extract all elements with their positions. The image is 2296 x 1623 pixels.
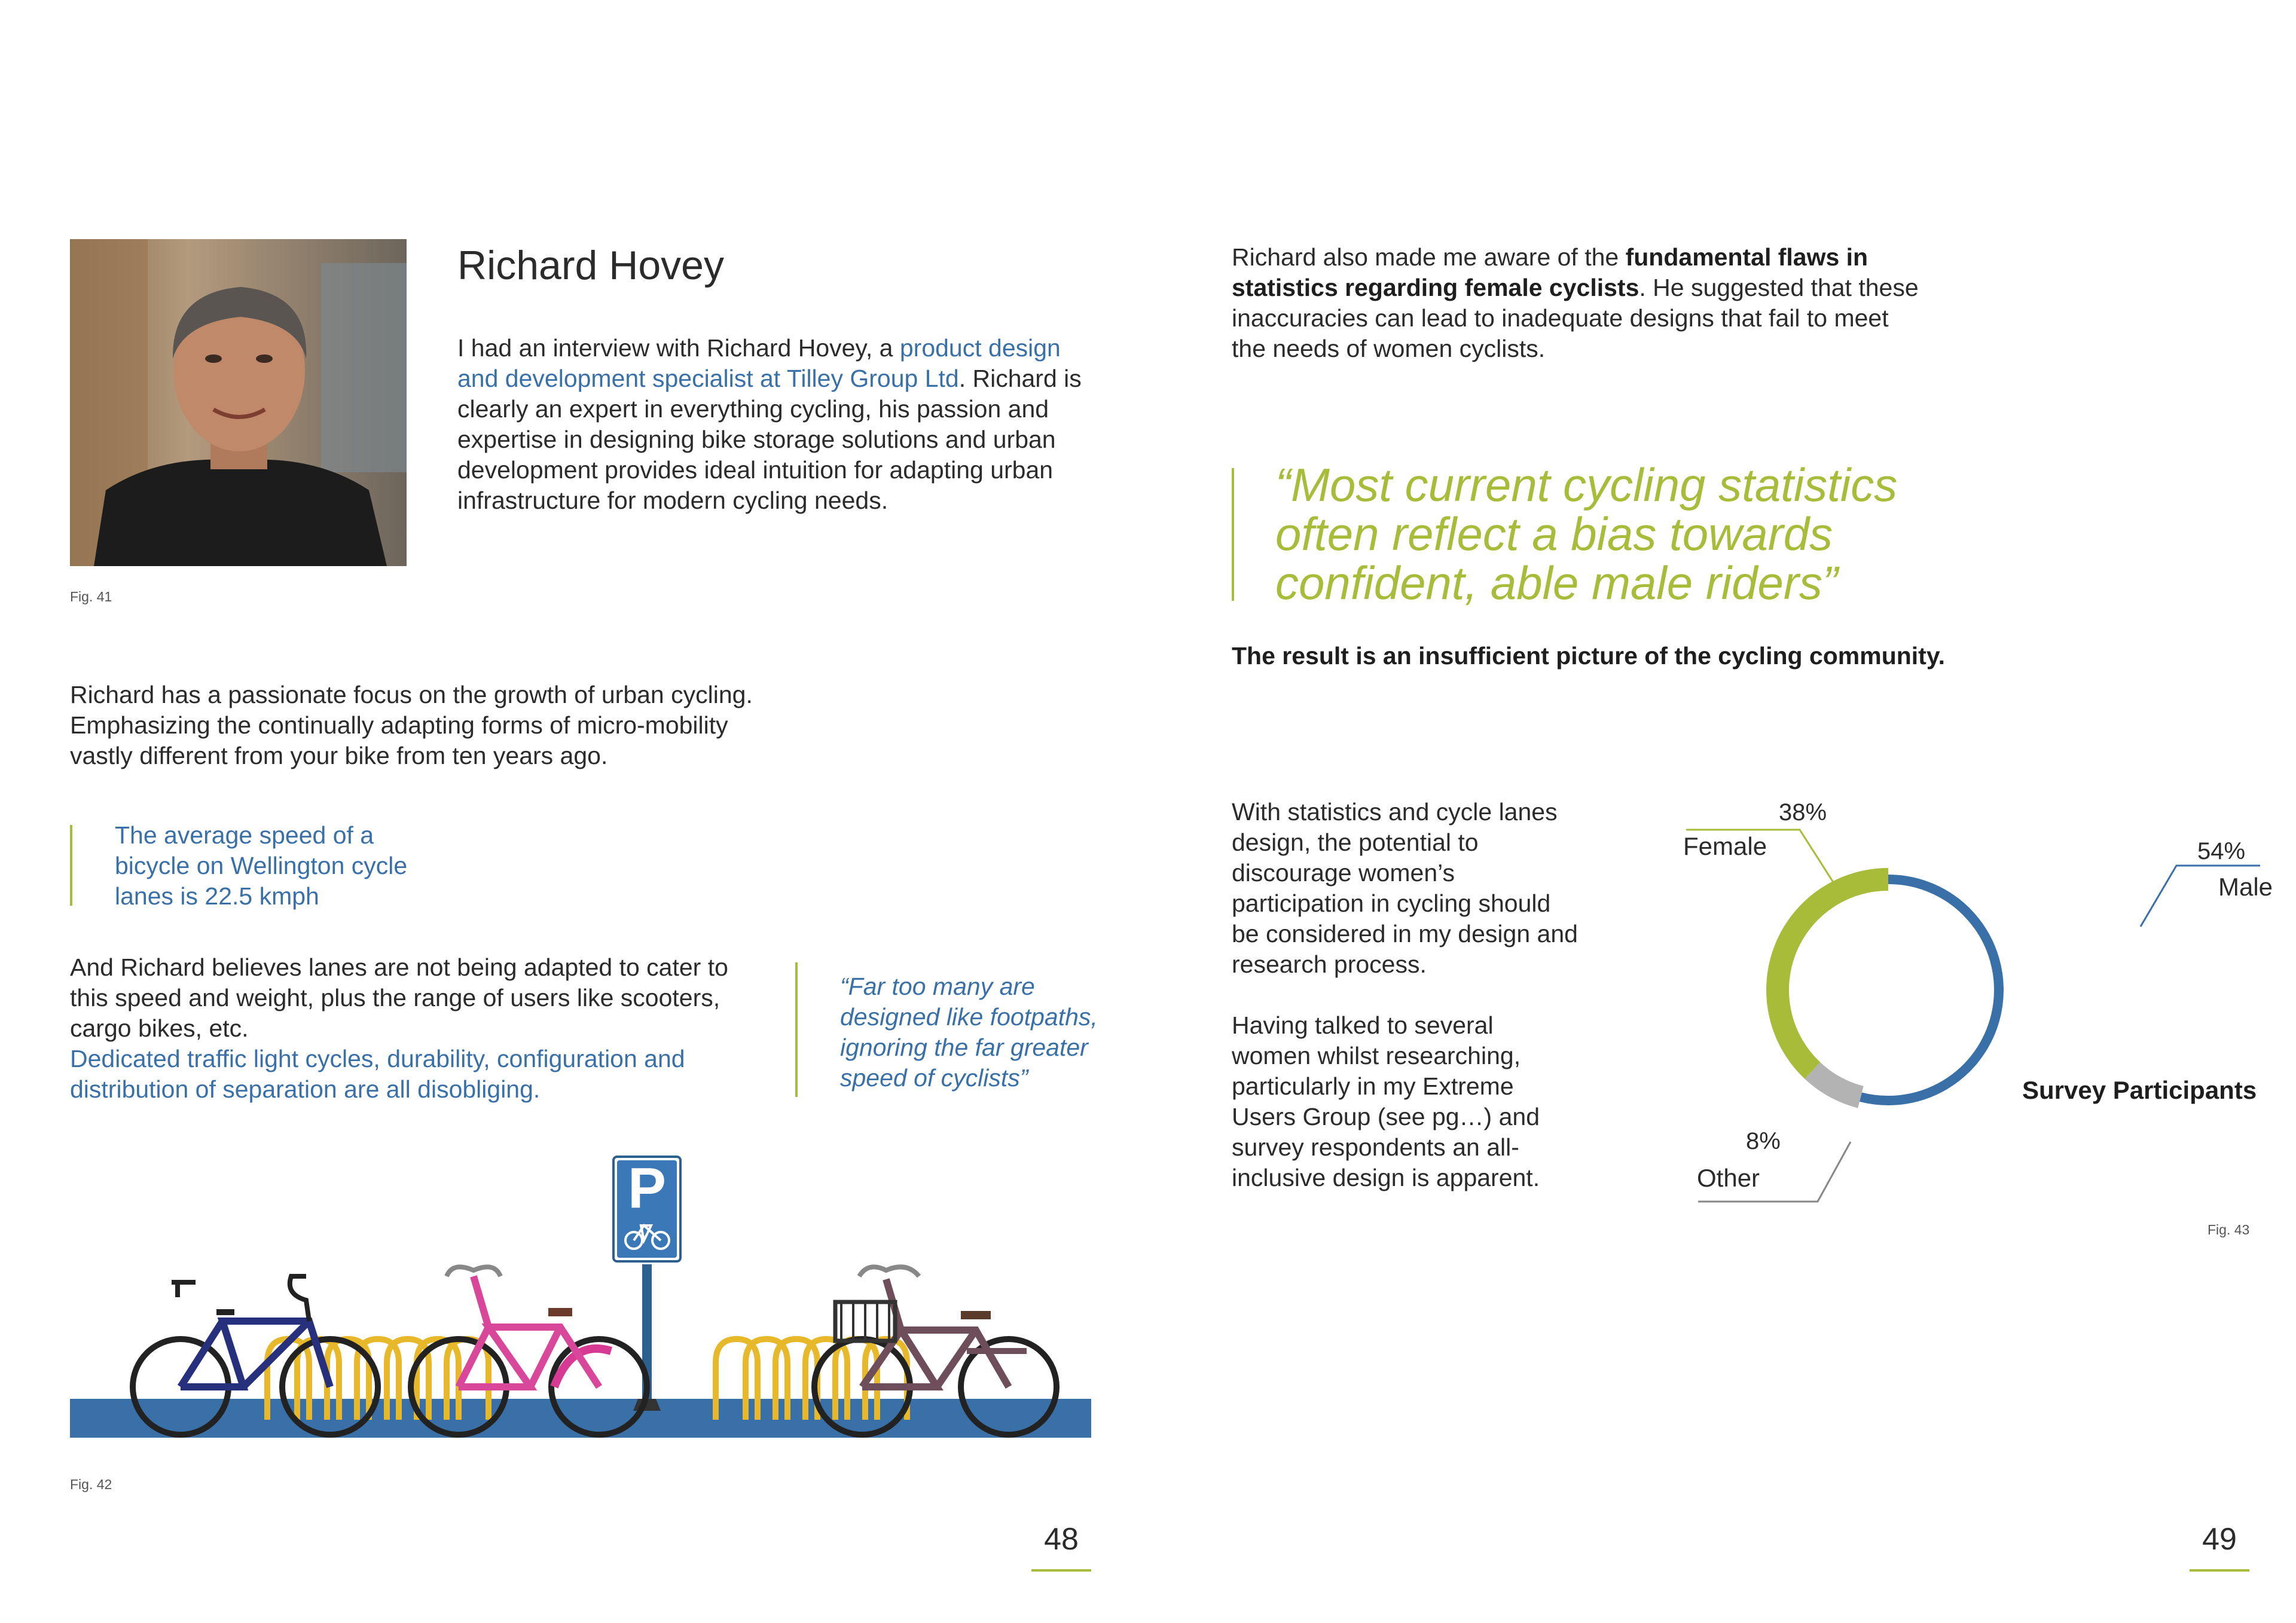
bias-quote-bar	[1232, 468, 1234, 601]
speed-quote: The average speed of a bicycle on Wellington cycle lanes is 22.5 kmph	[115, 821, 408, 910]
series-label-female: 38%	[1779, 799, 1827, 826]
focus-paragraph: Richard has a passionate focus on the growth of urban cycling. Emphasizing the continually adapting forms of micro-mobility vastly different from your bike from ten years ago.	[70, 681, 753, 769]
bike-parking-illustration	[70, 1148, 1091, 1441]
portrait-photo	[70, 239, 407, 566]
intro-text-pre: I had an interview with Richard Hovey, a	[457, 334, 900, 362]
series-name-other: Other	[1697, 1164, 1760, 1192]
potential-paragraph: With statistics and cycle lanes design, the potential to discourage women’s participation in cycling should be considered in my design and research process.	[1232, 798, 1578, 978]
donut-slice-male	[1861, 879, 1999, 1101]
intro-link[interactable]: product design and development specialist at Tilley Group Ltd	[457, 334, 1061, 392]
illustration-caption: Fig. 42	[70, 1477, 112, 1492]
intro-paragraph	[457, 333, 1103, 516]
footpath-quote: “Far too many are designed like footpaths, ignoring the far greater speed of cyclists”	[840, 973, 1098, 1092]
bike-parking-sign	[613, 1156, 680, 1261]
series-label-other: 8%	[1746, 1128, 1781, 1154]
chart-title: Survey Participants	[2022, 1076, 2257, 1104]
donut-slice-female	[1778, 879, 1888, 1071]
donut-slice-other	[1812, 1071, 1861, 1097]
lanes-paragraph	[70, 952, 770, 1105]
survey-chart	[1662, 777, 2278, 1231]
flaws-paragraph	[1232, 242, 1919, 364]
result-statement: The result is an insufficient picture of the cycling community.	[1232, 642, 1945, 670]
talked-paragraph: Having talked to several women whilst researching, particularly in my Extreme Users Group (see pg…) and survey respondents an all-inclusive design is apparent.	[1232, 1011, 1540, 1191]
page-title: Richard Hovey	[457, 243, 724, 288]
speed-quote-bar	[70, 825, 72, 906]
lanes-text-blue: Dedicated traffic light cycles, durability, configuration and distribution of separation are all disobliging.	[70, 1045, 685, 1103]
series-name-female: Female	[1683, 832, 1767, 860]
flaws-text-post: . He suggested that these inaccuracies can lead to inadequate designs that fail to meet the needs of women cyclists.	[1232, 274, 1919, 362]
flaws-text-pre: Richard also made me aware of the	[1232, 243, 1626, 271]
page-number-right: 49	[2202, 1522, 2237, 1557]
series-name-male: Male	[2218, 873, 2273, 901]
page-number-left: 48	[1044, 1522, 1079, 1557]
footpath-quote-bar	[795, 962, 798, 1097]
intro-text-post: . Richard is clearly an expert in everything cycling, his passion and expertise in designing bike storage solutions and urban development provides ideal intuition for adapting urban infrastructure for modern cycling needs.	[457, 365, 1082, 514]
series-label-male: 54%	[2197, 838, 2246, 864]
chart-caption: Fig. 43	[2208, 1222, 2250, 1237]
flaws-text-bold: fundamental flaws in statistics regarding female cyclists	[1232, 243, 1868, 301]
lanes-text: And Richard believes lanes are not being adapted to cater to this speed and weight, plus the range of users like scooters, cargo bikes, etc.	[70, 953, 728, 1042]
photo-caption: Fig. 41	[70, 589, 112, 604]
page-number-left-underline	[1031, 1569, 1091, 1572]
bias-quote: “Most current cycling statistics often reflect a bias towards confident, able male riders”	[1275, 459, 1898, 609]
page-number-right-underline	[2190, 1569, 2249, 1572]
svg-text:P: P	[627, 1156, 667, 1220]
